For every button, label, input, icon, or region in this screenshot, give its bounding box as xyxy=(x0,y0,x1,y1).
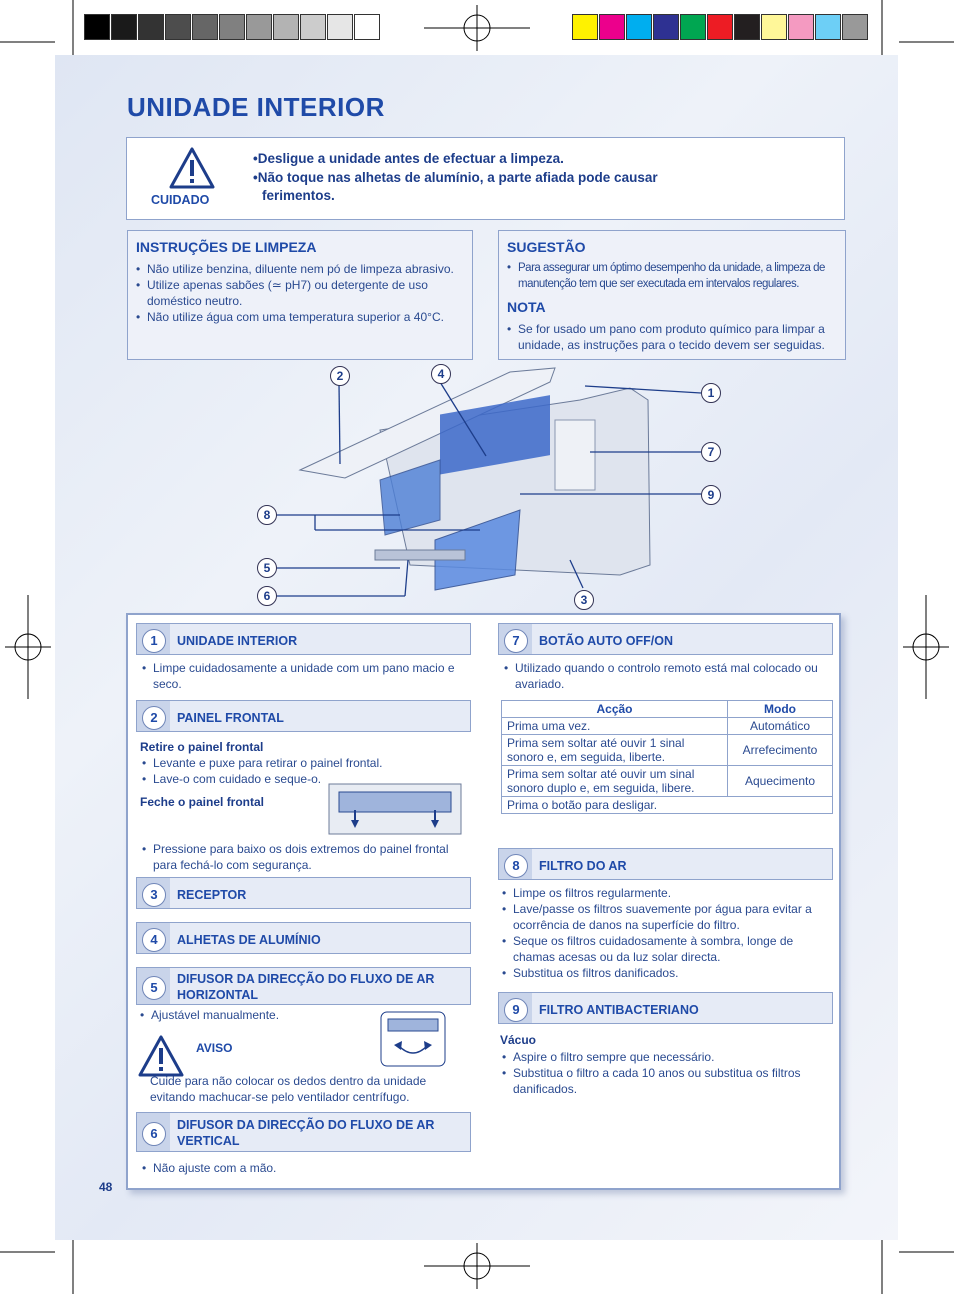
table-header: Modo xyxy=(728,701,833,718)
list-item: • Substitua o filtro a cada 10 anos ou substitua os filtros danificados. xyxy=(500,1065,835,1097)
table-row: Prima sem soltar até ouvir 1 sinal sonoro e, em seguida, liberte. Arrefecimento xyxy=(502,735,833,766)
section-header-8 xyxy=(498,848,833,880)
warning-text: Cuide para não colocar os dedos dentro da unidade evitando machucar-se pelo ventilador centrífugo. xyxy=(150,1074,427,1104)
caution-label: CUIDADO xyxy=(151,193,210,207)
callout-6: 6 xyxy=(257,586,277,606)
section-number: 4 xyxy=(142,928,166,952)
louver-adjust-illustration xyxy=(380,1011,446,1067)
warning-label: AVISO xyxy=(196,1041,233,1055)
table-row: Prima sem soltar até ouvir um sinal sonoro duplo e, em seguida, libere. Aquecimento xyxy=(502,766,833,797)
auto-button-table xyxy=(501,700,833,814)
section-title: FILTRO ANTIBACTERIANO xyxy=(539,1003,699,1017)
page-number: 48 xyxy=(99,1180,113,1194)
list-item: • Se for usado um pano com produto químico para limpar a unidade, as instruções para o tecido devem ser seguidas. xyxy=(505,321,841,353)
callout-8: 8 xyxy=(257,505,277,525)
section-number: 5 xyxy=(142,976,166,1000)
list-item: • Para assegurar um óptimo desempenho da unidade, a limpeza de manutenção tem que ser executada em intervalos regulares. xyxy=(505,260,839,292)
list-item: • Levante e puxe para retirar o painel frontal. xyxy=(140,755,470,771)
callout-3: 3 xyxy=(574,590,594,610)
section-title: UNIDADE INTERIOR xyxy=(177,634,298,648)
section-header-4 xyxy=(136,922,471,954)
list-item: • Seque os filtros cuidadosamente à sombra, longe de chamas acesas ou da luz solar directa. xyxy=(500,933,835,965)
section-title: FILTRO DO AR xyxy=(539,859,627,873)
section-number: 3 xyxy=(142,883,166,907)
callout-2: 2 xyxy=(330,366,350,386)
table-row: Prima uma vez. Automático xyxy=(502,718,833,735)
parts-panel xyxy=(126,613,841,1190)
warning-icon xyxy=(138,1035,184,1077)
section-number: 8 xyxy=(504,854,528,878)
section-title: DIFUSOR DA DIRECÇÃO DO FLUXO DE AR HORIZONTAL xyxy=(177,972,435,1002)
section-header-9 xyxy=(498,992,833,1024)
list-item: • Não utilize água com uma temperatura superior a 40°C. xyxy=(134,309,464,325)
close-panel-illustration xyxy=(325,780,465,838)
cleaning-title: INSTRUÇÕES DE LIMPEZA xyxy=(136,239,317,255)
section-1-list xyxy=(140,660,470,692)
list-item: • Lave-o com cuidado e seque-o. xyxy=(140,771,470,787)
suggestion-list xyxy=(505,260,839,292)
remove-panel-title: Retire o painel frontal xyxy=(140,740,264,754)
list-item: • Limpe cuidadosamente a unidade com um pano macio e seco. xyxy=(140,660,470,692)
section-number: 1 xyxy=(142,629,166,653)
vacuum-title: Vácuo xyxy=(500,1033,537,1047)
section-header-6 xyxy=(136,1112,471,1152)
section-title: ALHETAS DE ALUMÍNIO xyxy=(177,933,321,947)
cleaning-list xyxy=(134,261,464,325)
caution-box xyxy=(126,137,845,220)
section-number: 6 xyxy=(142,1122,166,1146)
section-6-list xyxy=(140,1160,460,1176)
section-title: PAINEL FRONTAL xyxy=(177,711,284,725)
callout-9: 9 xyxy=(701,485,721,505)
section-header-5 xyxy=(136,967,471,1005)
warning-icon xyxy=(169,147,215,189)
list-item: • Não utilize benzina, diluente nem pó de limpeza abrasivo. xyxy=(134,261,464,277)
section-header-2 xyxy=(136,700,471,732)
callout-5: 5 xyxy=(257,558,277,578)
note-list xyxy=(505,321,841,353)
list-item: • Limpe os filtros regularmente. xyxy=(500,885,835,901)
list-item: • Aspire o filtro sempre que necessário. xyxy=(500,1049,835,1065)
callout-4: 4 xyxy=(431,364,451,384)
list-item: • Ajustável manualmente. xyxy=(138,1007,378,1023)
caution-line-1: •Desligue a unidade antes de efectuar a limpeza. xyxy=(253,151,564,166)
section-8-list xyxy=(500,885,835,981)
section-5-list xyxy=(138,1007,378,1023)
callout-1: 1 xyxy=(701,383,721,403)
section-number: 7 xyxy=(504,629,528,653)
section-header-1 xyxy=(136,623,471,655)
section-title: RECEPTOR xyxy=(177,888,247,902)
section-9-list xyxy=(500,1049,835,1097)
indoor-unit-diagram xyxy=(250,360,730,610)
section-number: 2 xyxy=(142,706,166,730)
list-item: • Não ajuste com a mão. xyxy=(140,1160,460,1176)
cleaning-instructions-box xyxy=(127,230,473,360)
note-title: NOTA xyxy=(507,299,546,315)
table-header: Acção xyxy=(502,701,728,718)
list-item: • Utilize apenas sabões (≃ pH7) ou detergente de uso doméstico neutro. xyxy=(134,277,464,309)
list-item: • Pressione para baixo os dois extremos do painel frontal para fechá-lo com segurança. xyxy=(140,841,470,873)
section-header-7 xyxy=(498,623,833,655)
close-panel-title: Feche o painel frontal xyxy=(140,795,265,809)
section-title: BOTÃO AUTO OFF/ON xyxy=(539,634,674,648)
section-title: DIFUSOR DA DIRECÇÃO DO FLUXO DE AR VERTICAL xyxy=(177,1118,435,1148)
page-title: UNIDADE INTERIOR xyxy=(127,92,385,122)
callout-7: 7 xyxy=(701,442,721,462)
list-item: • Substitua os filtros danificados. xyxy=(500,965,835,981)
section-7-list xyxy=(502,660,832,692)
caution-line-2: •Não toque nas alhetas de alumínio, a parte afiada pode causar xyxy=(253,170,658,185)
list-item: • Lave/passe os filtros suavemente por água para evitar a ocorrência de danos na superfície do filtro. xyxy=(500,901,835,933)
suggestion-box xyxy=(498,230,846,360)
section-header-3 xyxy=(136,877,471,909)
table-row: Prima o botão para desligar. xyxy=(502,797,833,814)
caution-line-3: ferimentos. xyxy=(262,188,335,203)
close-panel-list xyxy=(140,841,470,873)
list-item: • Utilizado quando o controlo remoto está mal colocado ou avariado. xyxy=(502,660,832,692)
suggestion-title: SUGESTÃO xyxy=(507,239,586,255)
section-number: 9 xyxy=(504,998,528,1022)
